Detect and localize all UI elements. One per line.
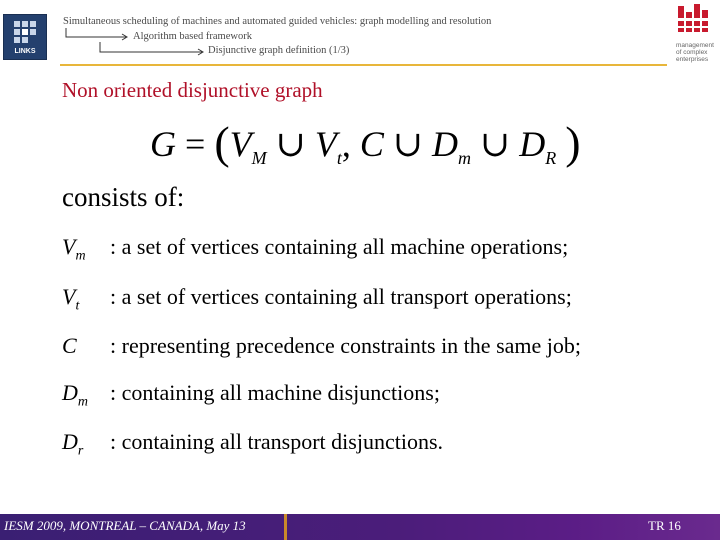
slide-title: Non oriented disjunctive graph <box>62 78 323 102</box>
item-text: : a set of vertices containing all transport operations; <box>110 284 572 309</box>
formula-union-3: ∪ <box>480 124 511 164</box>
list-item <box>62 380 440 410</box>
formula-c: C <box>359 124 384 164</box>
breadcrumb-level-3: Disjunctive graph definition (1/3) <box>208 45 350 56</box>
header-divider <box>60 64 667 66</box>
formula-union-2: ∪ <box>392 124 424 164</box>
mce-logo-text: management of complex enterprises <box>676 42 714 63</box>
page-number: TR 16 <box>648 518 681 533</box>
formula-vt: V <box>314 124 337 164</box>
links-logo <box>3 14 47 60</box>
formula-dm-sub: m <box>458 148 472 168</box>
formula-vm: V <box>229 124 252 164</box>
list-item <box>62 429 443 459</box>
logo-text: LINKS <box>14 48 36 55</box>
breadcrumb-arrow-icon <box>64 28 132 42</box>
item-symbol: C <box>62 333 77 358</box>
item-symbol: $D_r$ <box>62 429 84 459</box>
mce-logo <box>672 2 718 64</box>
graph-formula <box>150 118 581 183</box>
breadcrumb-level-1: Simultaneous scheduling of machines and automated guided vehicles: graph modelling and resolution <box>63 16 492 27</box>
formula-vm-sub: M <box>251 148 267 168</box>
item-text: : containing all transport disjunctions. <box>110 429 444 454</box>
formula-g: G <box>150 124 176 164</box>
intro-text: consists of: <box>62 182 185 212</box>
breadcrumb-arrow-icon <box>98 42 208 56</box>
formula-vt-sub: t <box>336 148 342 168</box>
item-text: : representing precedence constraints in the same job; <box>110 333 581 358</box>
item-text: : a set of vertices containing all machine operations; <box>110 234 569 259</box>
breadcrumb-level-2: Algorithm based framework <box>133 31 252 42</box>
formula-dm: D <box>432 124 459 164</box>
mce-logo-icon <box>672 2 716 40</box>
formula-union-1: ∪ <box>275 124 306 164</box>
list-item <box>62 234 568 264</box>
formula-close-paren: ) <box>565 117 581 168</box>
item-symbol: $V_t$ <box>62 284 80 314</box>
footer-text: IESM 2009, MONTREAL – CANADA, May 13 <box>4 518 246 533</box>
footer-accent <box>284 514 287 540</box>
list-item <box>62 284 572 314</box>
item-symbol: $V_m$ <box>62 234 86 264</box>
formula-dr-sub: R <box>545 148 557 168</box>
item-symbol: $D_m$ <box>62 380 89 410</box>
formula-dr: D <box>519 124 546 164</box>
formula-open-paren: ( <box>214 117 230 168</box>
item-text: : containing all machine disjunctions; <box>110 380 440 405</box>
list-item <box>62 333 581 363</box>
formula-equals: = <box>185 124 206 164</box>
formula-comma: , <box>341 124 351 164</box>
